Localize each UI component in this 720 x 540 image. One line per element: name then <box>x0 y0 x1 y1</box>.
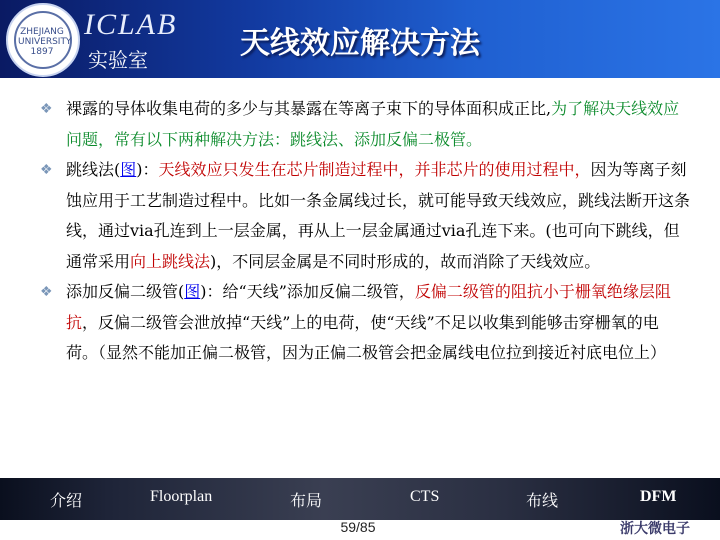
footer-brand: 浙大微电子 <box>620 521 690 537</box>
p3-text-a: 添加反偏二级管( <box>66 282 185 301</box>
p3-highlight-red: 反偏二级管的阻抗小于栅氧绝缘层阻抗 <box>66 282 671 332</box>
bullet-paragraph-3 <box>40 277 690 369</box>
page-number: 59/85 <box>340 519 376 535</box>
page-title: 天线效应解决方法 <box>240 26 480 61</box>
university-seal-icon <box>6 3 80 77</box>
p2-text-d: )，不同层金属是不同时形成的，故而消除了天线效应。 <box>210 251 601 271</box>
p3-text-c: ，反偏二级管会泄放掉“天线”上的电荷，使“天线”不足以收集到能够击穿栅氧的电荷。（显然不能加正偏二极管，因为正偏二极管会把金属线电位拉到接近衬底电位上） <box>66 312 667 362</box>
bullet-paragraph-2 <box>40 155 690 277</box>
diamond-bullet-icon: ❖ <box>40 284 53 300</box>
nav-item-floorplan[interactable]: Floorplan <box>150 488 213 505</box>
nav-item-routing[interactable]: 布线 <box>526 491 559 510</box>
p2-text-a: 跳线法( <box>66 160 121 179</box>
nav-bar <box>0 478 720 520</box>
diamond-bullet-icon: ❖ <box>40 101 53 117</box>
nav-item-dfm[interactable]: DFM <box>640 488 677 505</box>
p2-text-b: )： <box>136 160 159 179</box>
seal-text: ZHEJIANG UNIVERSITY 1897 <box>18 27 72 57</box>
p3-text-b: )：给“天线”添加反偏二级管， <box>200 282 415 301</box>
p1-text-a: 裸露的导体收集电荷的多少与其暴露在等离子束下的导体面积成正比, <box>66 99 552 118</box>
header-banner <box>0 0 720 78</box>
lab-logo-subtitle: 实验室 <box>88 48 148 72</box>
nav-item-placement[interactable]: 布局 <box>290 491 323 510</box>
p2-text-c: 因为等离子刻蚀应用于工艺制造过程中。比如一条金属线过长，就可能导致天线效应，跳线法断开这条线，通过via孔连到上一层金属，再从上一层金属通过via孔连下来。(也可向下跳线，但通常采用 <box>66 160 691 271</box>
main-content <box>40 94 690 369</box>
diamond-bullet-icon: ❖ <box>40 162 53 178</box>
lab-logo-title: ICLAB <box>84 8 178 41</box>
p2-highlight-green: 向上跳线法 <box>130 251 211 271</box>
nav-item-intro[interactable]: 介绍 <box>50 491 83 510</box>
figure-link-2[interactable]: 图 <box>184 282 201 301</box>
figure-link-1[interactable]: 图 <box>120 160 137 179</box>
p1-text-b: 为了解决天线效应问题，常有以下两种解决方法：跳线法、添加反偏二极管。 <box>66 99 680 149</box>
p2-highlight-red: 天线效应只发生在芯片制造过程中，并非芯片的使用过程中， <box>158 160 591 179</box>
nav-item-cts[interactable]: CTS <box>410 488 440 505</box>
bullet-paragraph-1 <box>40 94 690 155</box>
